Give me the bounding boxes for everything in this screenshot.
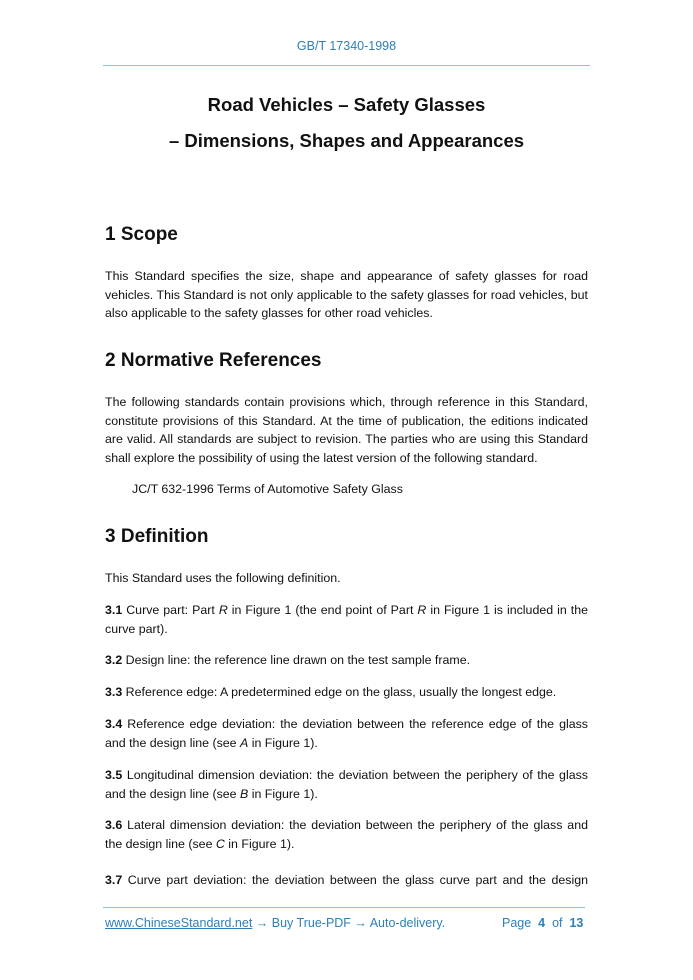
def-var: C: [215, 836, 225, 851]
reference-item: JC/T 632-1996 Terms of Automotive Safety Glass: [132, 482, 403, 496]
title-line-2: – Dimensions, Shapes and Appearances: [168, 130, 525, 151]
page-of: of: [552, 916, 563, 930]
header-doc-id: GB/T 17340-1998: [296, 39, 397, 53]
def-text: Curve part: Part: [122, 603, 219, 617]
def-var: B: [240, 786, 249, 801]
page-label: Page: [502, 916, 532, 930]
def-text: Curve part deviation: the deviation between the glass curve part and the design: [122, 873, 588, 887]
def-var: R: [218, 603, 228, 617]
definition-3-1: [105, 601, 588, 638]
heading-normative-references: 2 Normative References: [105, 350, 322, 371]
heading-scope: 1 Scope: [105, 224, 178, 245]
definition-3-4: [105, 715, 588, 752]
definition-intro: This Standard uses the following definition.: [105, 571, 341, 585]
definition-3-2: [105, 651, 588, 670]
def-text: in Figure 1).: [248, 786, 318, 801]
def-num: 3.3: [105, 685, 123, 699]
references-paragraph: The following standards contain provisions which, through reference in this Standard, constitute provisions of this Standard. At the time of publication, the editions indicated are valid. All standards are subject to revision. The parties who are using this Standard shall explore the possibility of using the latest version of the following standard.: [105, 395, 588, 465]
def-text: in Figure 1).: [224, 836, 295, 851]
def-num: 3.7: [105, 873, 123, 887]
footer-rule: [103, 907, 585, 908]
definition-3-5: [105, 766, 588, 803]
def-text: in Figure 1 (the end point of Part: [227, 603, 418, 617]
def-num: 3.1: [105, 603, 123, 617]
def-num: 3.6: [105, 818, 123, 832]
def-num: 3.4: [105, 717, 123, 731]
page-total: 13: [569, 916, 584, 930]
heading-definition: 3 Definition: [105, 526, 209, 547]
page-number: 4: [538, 916, 546, 930]
footer-left: [105, 916, 445, 930]
def-text: in Figure 1).: [248, 735, 318, 750]
title-line-1: Road Vehicles – Safety Glasses: [207, 94, 486, 115]
definition-3-6: [105, 816, 588, 853]
footer-promo: → Buy True-PDF → Auto-delivery.: [252, 916, 446, 930]
def-text: Reference edge: A predetermined edge on the glass, usually the longest edge.: [122, 685, 557, 699]
page-indicator: [502, 916, 583, 930]
header-rule: [103, 65, 590, 66]
def-text: Design line: the reference line drawn on the test sample frame.: [122, 653, 471, 667]
definition-3-3: [105, 683, 588, 702]
def-var: A: [240, 735, 249, 750]
chinesestandard-link[interactable]: www.ChineseStandard.net: [105, 916, 253, 930]
def-num: 3.2: [105, 653, 123, 667]
def-text: in Figure 1 is included in the curve part).: [105, 603, 588, 636]
def-text: Lateral dimension deviation: the deviation between the periphery of the glass and the design line (see: [105, 818, 588, 851]
def-text: Reference edge deviation: the deviation between the reference edge of the glass and the design line (see: [105, 717, 588, 750]
scope-paragraph: This Standard specifies the size, shape and appearance of safety glasses for road vehicles. This Standard is not only applicable to the safety glasses for road vehicles, but also applicable to the safety glasses for other road vehicles.: [105, 269, 588, 320]
def-text: Longitudinal dimension deviation: the deviation between the periphery of the glass and the design line (see: [105, 768, 588, 801]
definition-3-7: [105, 871, 588, 890]
def-num: 3.5: [105, 768, 123, 782]
def-var: R: [417, 603, 427, 617]
